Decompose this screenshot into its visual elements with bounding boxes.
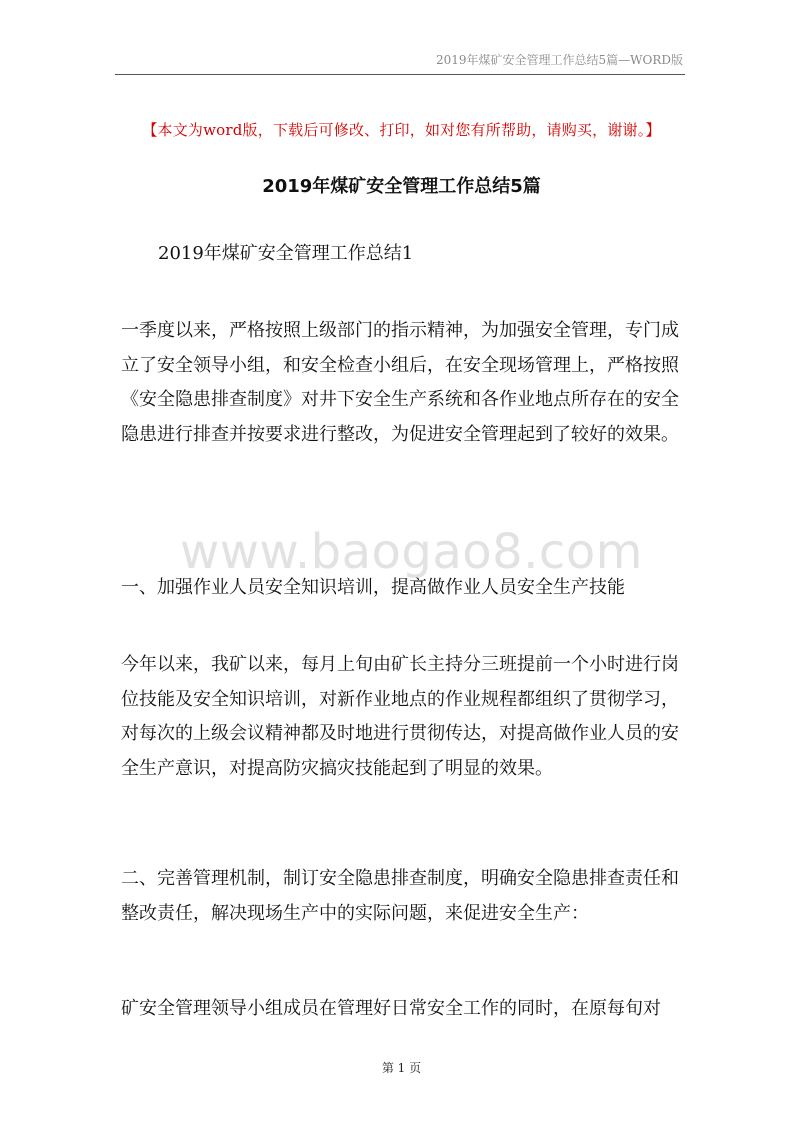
document-title: 2019年煤矿安全管理工作总结5篇 [262,176,541,197]
header-divider [115,74,685,75]
body-paragraph-3: 矿安全管理领导小组成员在管理好日常安全工作的同时，在原每旬对 [121,998,661,1019]
section-heading-2: 二、完善管理机制，制订安全隐患排查制度，明确安全隐患排查责任和整改责任，解决现场生产中的实际问题，来促进安全生产： [121,868,679,924]
page-header: 2019年煤矿安全管理工作总结5篇—WORD版 [435,53,683,67]
body-paragraph-2: 今年以来，我矿以来，每月上旬由矿长主持分三班提前一个小时进行岗位技能及安全知识培训，对新作业地点的作业规程都组织了贯彻学习，对每次的上级会议精神都及时地进行贯彻传达，对提高做作业人员的安全生产意识，对提高防灾搞灾技能起到了明显的效果。 [121,654,679,779]
section-subtitle: 2019年煤矿安全管理工作总结1 [158,243,414,264]
body-paragraph-1: 一季度以来，严格按照上级部门的指示精神，为加强安全管理，专门成立了安全领导小组，和安全检查小组后，在安全现场管理上，严格按照《安全隐患排查制度》对井下安全生产系统和各作业地点所存在的安全隐患进行排查并按要求进行整改，为促进安全管理起到了较好的效果。 [121,320,679,445]
watermark: www.baogao8.com [180,524,643,580]
section-heading-1: 一、加强作业人员安全知识培训，提高做作业人员安全生产技能 [121,577,625,598]
page-number: 第 1 页 [381,1061,422,1075]
purchase-notice: 【本文为word版，下载后可修改、打印，如对您有所帮助，请购买，谢谢。】 [142,121,661,139]
